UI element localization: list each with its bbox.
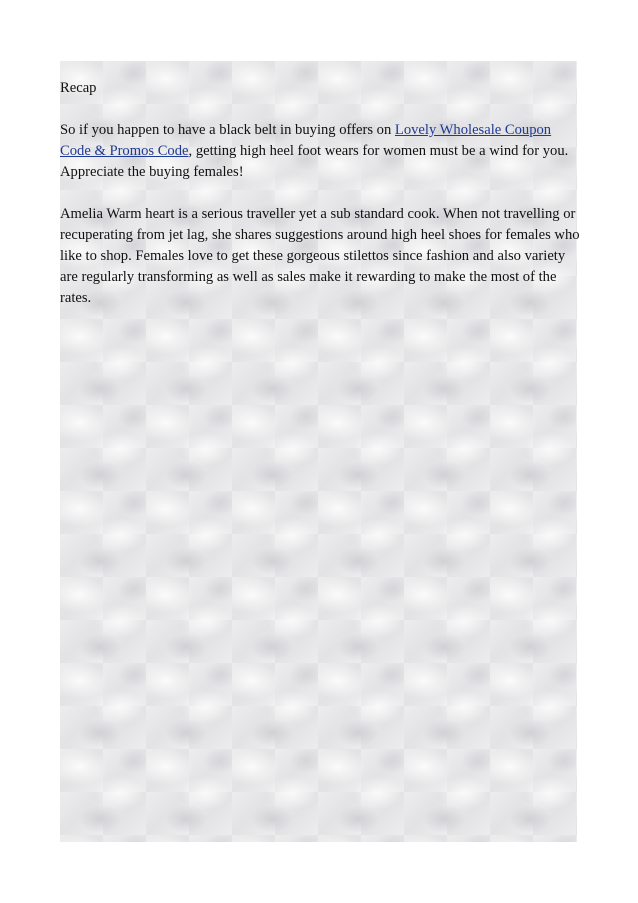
paragraph-1-text-before: So if you happen to have a black belt in buying offers on xyxy=(60,122,395,138)
section-heading: Recap xyxy=(60,80,97,96)
document-body xyxy=(60,78,580,330)
paragraph-1 xyxy=(60,120,580,183)
paragraph-1-text-after: , getting high heel foot wears for women must be a wind for you. Appreciate the buying females! xyxy=(60,143,569,180)
paragraph-2: Amelia Warm heart is a serious traveller yet a sub standard cook. When not travelling or recuperating from jet lag, she shares suggestions around high heel shoes for females who like to shop. Females love to get these gorgeous stilettos since fashion and also variety are regularly transforming as well as sales make it rewarding to make the most of the rates. xyxy=(60,206,580,306)
coupon-code-link[interactable]: Lovely Wholesale Coupon Code & Promos Code xyxy=(60,122,552,159)
